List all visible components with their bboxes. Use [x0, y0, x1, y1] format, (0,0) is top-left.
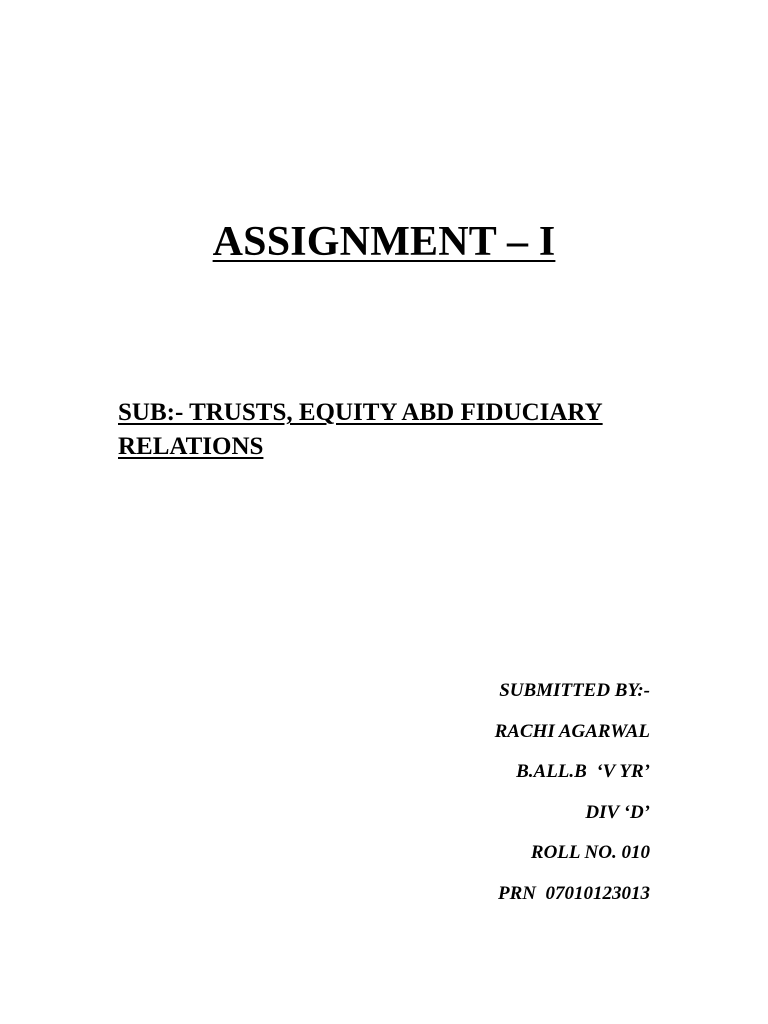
roll-number: ROLL NO. 010 [530, 842, 650, 864]
subject-line-2: RELATIONS [118, 433, 264, 460]
student-name: RACHI AGARWAL [494, 720, 650, 742]
submission-block [330, 676, 650, 920]
prn-number: PRN 07010123013 [498, 882, 650, 904]
subject-heading [118, 396, 658, 464]
division: DIV ‘D’ [585, 801, 650, 823]
course-year: B.ALL.B ‘V YR’ [516, 761, 650, 783]
assignment-title: ASSIGNMENT – I [212, 219, 556, 265]
subject-line-1: SUB:- TRUSTS, EQUITY ABD FIDUCIARY [118, 399, 603, 426]
submitted-by-label: SUBMITTED BY:- [499, 680, 650, 701]
